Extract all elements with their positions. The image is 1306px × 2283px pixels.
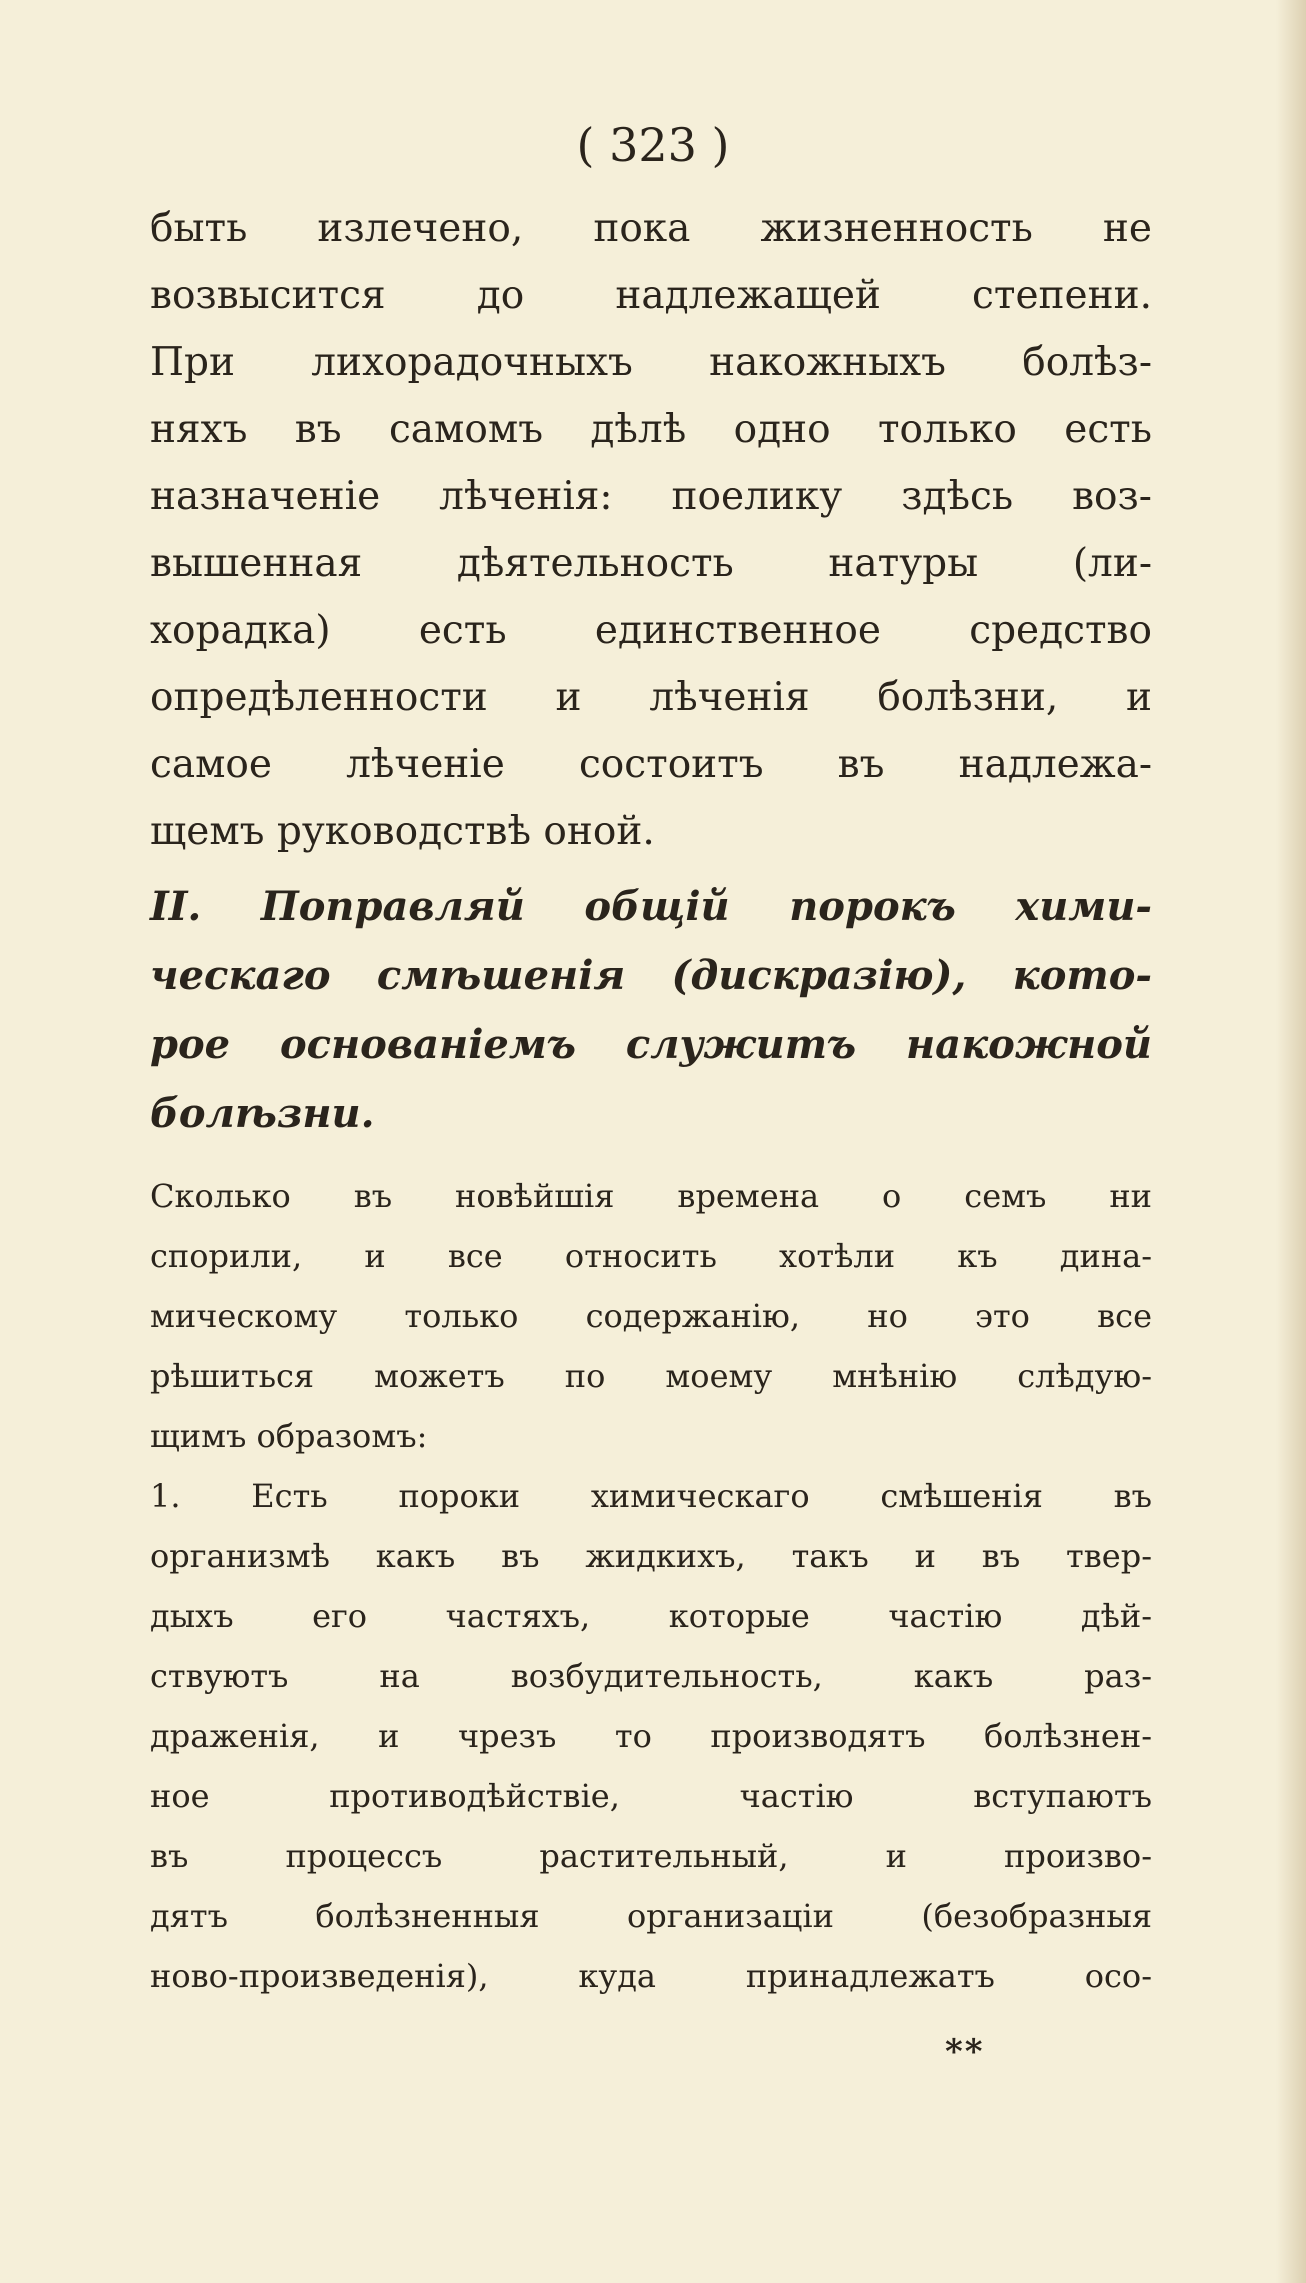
text-line: драженiя, и чрезъ то производятъ болѣзнен-: [150, 1717, 1152, 1755]
heading-line: рое основанiемъ служитъ накожной: [150, 1021, 1152, 1068]
heading-line: болѣзни.: [150, 1090, 375, 1137]
text-line: опредѣленности и лѣченiя болѣзни, и: [150, 675, 1152, 720]
text-line: вышенная дѣятельность натуры (ли-: [150, 541, 1152, 586]
text-line: щимъ образомъ:: [150, 1417, 428, 1455]
text-line: ново-произведенiя), куда принадлежатъ осо-: [150, 1957, 1152, 1995]
text-line: хорадка) есть единственное средство: [150, 608, 1152, 653]
text-line: дыхъ его частяхъ, которые частiю дѣй-: [150, 1597, 1152, 1635]
text-line: самое лѣченiе состоитъ въ надлежа-: [150, 742, 1152, 787]
signature-mark: **: [945, 2032, 985, 2072]
text-line: организмѣ какъ въ жидкихъ, такъ и въ твер-: [150, 1537, 1152, 1575]
paragraph-2: [150, 1166, 1152, 1466]
text-line: щемъ руководствѣ оной.: [150, 809, 655, 854]
page-edge-shadow: [1276, 0, 1306, 2283]
text-line: Сколько въ новѣйшiя времена о семъ ни: [150, 1177, 1152, 1215]
text-line: 1. Есть пороки химическаго смѣшенiя въ: [150, 1477, 1152, 1515]
page-number: ( 323 ): [576, 118, 730, 172]
section-heading: [150, 872, 1152, 1148]
text-line: ное противодѣйствiе, частiю вступаютъ: [150, 1777, 1152, 1815]
text-line: мическому только содержанiю, но это все: [150, 1297, 1152, 1335]
paragraph-1: [150, 195, 1152, 865]
heading-line: II. Поправляй общiй порокъ хими-: [150, 883, 1152, 930]
text-line: ствуютъ на возбудительность, какъ раз-: [150, 1657, 1152, 1695]
text-line: дятъ болѣзненныя организацiи (безобразныя: [150, 1897, 1152, 1935]
heading-line: ческаго смѣшенiя (дискразiю), кото-: [150, 952, 1152, 999]
text-line: назначенiе лѣченiя: поелику здѣсь воз-: [150, 474, 1152, 519]
text-line: При лихорадочныхъ накожныхъ болѣз-: [150, 340, 1152, 385]
paragraph-3: [150, 1466, 1152, 2006]
text-line: возвысится до надлежащей степени.: [150, 273, 1152, 318]
text-line: няхъ въ самомъ дѣлѣ одно только есть: [150, 407, 1152, 452]
text-line: спорили, и все относить хотѣли къ дина-: [150, 1237, 1152, 1275]
text-line: въ процессъ растительный, и произво-: [150, 1837, 1152, 1875]
text-line: быть излечено, пока жизненность не: [150, 206, 1152, 251]
text-line: рѣшиться можетъ по моему мнѣнiю слѣдую-: [150, 1357, 1152, 1395]
